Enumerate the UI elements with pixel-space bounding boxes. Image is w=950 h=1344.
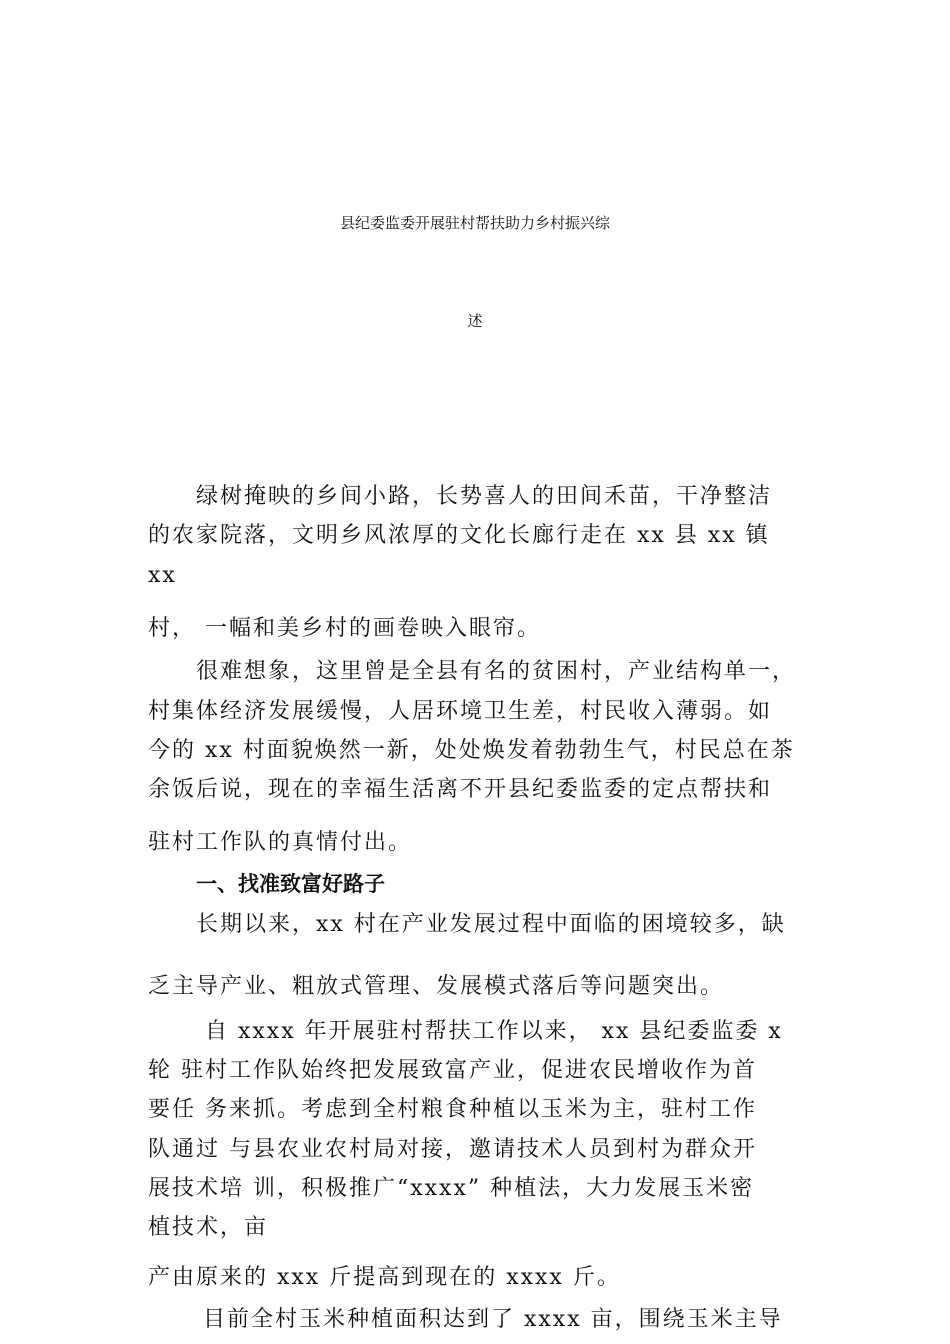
paragraph-line: 产由原来的 xxx 斤提高到现在的 xxxx 斤。 — [148, 1265, 621, 1290]
paragraph-line: 今的 xx 村面貌焕然一新，处处焕发着勃勃生气，村民总在茶 — [148, 738, 795, 763]
paragraph-line: 轮 驻村工作队始终把发展致富产业，促进农民增收作为首 — [148, 1058, 757, 1083]
paragraph-line: 绿树掩映的乡间小路，长势喜人的田间禾苗，干净整洁 — [196, 484, 773, 509]
paragraph-line: 目前全村玉米种植面积达到了 xxxx 亩，围绕玉米主导 — [203, 1307, 783, 1332]
document-title-line-2: 述 — [467, 312, 483, 330]
paragraph-line: 自 xxxx 年开展驻村帮扶工作以来， xx 县纪委监委 x — [205, 1019, 783, 1044]
paragraph-line: 展技术培 训，积极推广“xxxx” 种植法，大力发展玉米密 — [148, 1176, 755, 1201]
paragraph-line: 的农家院落，文明乡风浓厚的文化长廊行走在 xx 县 xx 镇 — [148, 523, 770, 548]
paragraph-line: 要任 务来抓。考虑到全村粮食种植以玉米为主，驻村工作 — [148, 1097, 757, 1122]
paragraph-line: 很难想象，这里曾是全县有名的贫困村，产业结构单一， — [196, 659, 797, 684]
paragraph-line: 余饭后说，现在的幸福生活离不开县纪委监委的定点帮扶和 — [148, 777, 773, 802]
paragraph-line: 乏主导产业、粗放式管理、发展模式落后等问题突出。 — [148, 974, 725, 999]
paragraph-line: 村， 一幅和美乡村的画卷映入眼帘。 — [148, 616, 541, 641]
paragraph-line: 驻村工作队的真情付出。 — [148, 830, 413, 855]
paragraph-line: 长期以来，xx 村在产业发展过程中面临的困境较多，缺 — [196, 912, 786, 937]
paragraph-line: 村集体经济发展缓慢，人居环境卫生差，村民收入薄弱。如 — [148, 699, 773, 724]
paragraph-line: 队通过 与县农业农村局对接，邀请技术人员到村为群众开 — [148, 1137, 757, 1162]
paragraph-line: 植技术，亩 — [148, 1215, 269, 1240]
section-heading: 一、找准致富好路子 — [196, 872, 385, 896]
document-title-line-1: 县纪委监委开展驻村帮扶助力乡村振兴综 — [339, 214, 610, 232]
paragraph-line: xx — [148, 563, 177, 588]
